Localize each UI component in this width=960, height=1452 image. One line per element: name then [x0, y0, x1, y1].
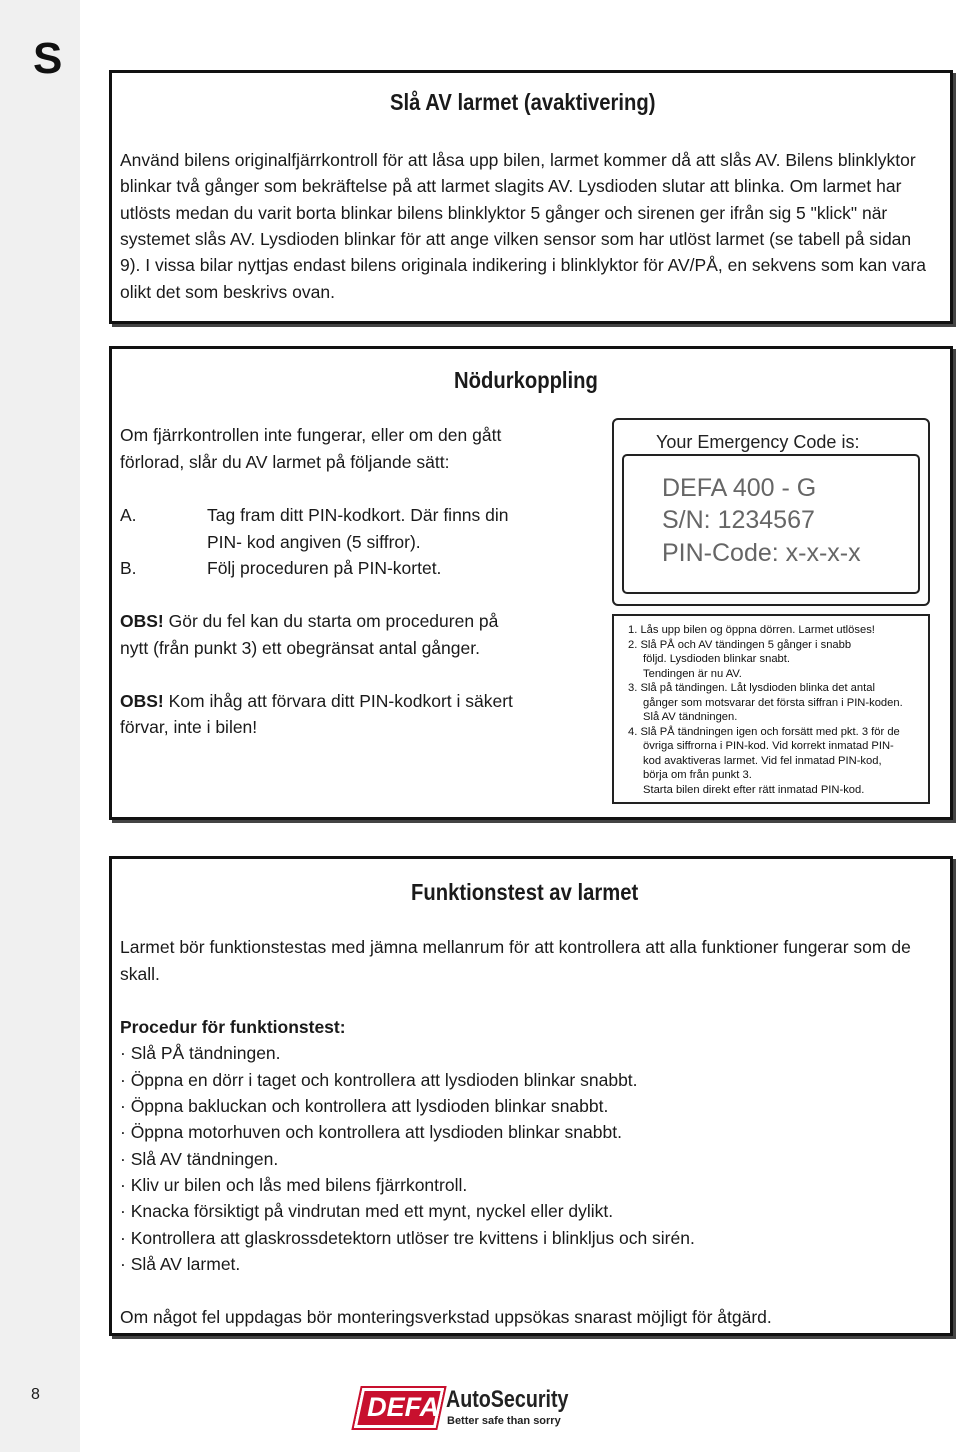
paragraph-line: systemet slås AV. Lysdioden blinkar för att ange vilken sensor som har utlöst larmet (se tabell på sidan — [120, 229, 912, 249]
procedure-line: Tendingen är nu AV. — [643, 668, 742, 680]
card-code-line: DEFA 400 - G — [662, 474, 817, 502]
language-marker: S — [33, 34, 63, 83]
card-code-frame — [622, 454, 920, 594]
card-code-line: PIN-Code: x-x-x-x — [662, 539, 861, 567]
procedure-item: · Kontrollera att glaskrossdetektorn utlöser tre kvittens i blinkljus och sirén. — [120, 1228, 695, 1248]
section-title: Slå AV larmet (avaktivering) — [390, 89, 656, 115]
card-code-line: S/N: 1234567 — [662, 506, 815, 534]
obs-label: OBS! — [120, 691, 164, 711]
obs-text: nytt (från punkt 3) ett obegränsat antal gånger. — [120, 638, 480, 658]
procedure-line: gånger som motsvarar det första siffran i PIN-koden. — [643, 697, 903, 709]
obs-note — [120, 691, 513, 712]
procedure-line: 2. Slå PÅ och AV tändingen 5 gånger i snabb — [628, 639, 852, 651]
deactivate-alarm-section — [109, 70, 953, 324]
page-sidebar — [0, 0, 80, 1452]
pin-procedure-card — [612, 614, 930, 804]
procedure-line: 3. Slå på tändingen. Låt lysdioden blinka det antal — [628, 682, 875, 694]
intro-line: förlorad, slår du AV larmet på följande sätt: — [120, 452, 450, 472]
emergency-code-card — [612, 418, 930, 606]
procedure-item: · Slå AV tändningen. — [120, 1149, 279, 1169]
procedure-item: · Öppna bakluckan och kontrollera att lysdioden blinkar snabbt. — [120, 1096, 609, 1116]
paragraph-line: Använd bilens originalfjärrkontroll för att låsa upp bilen, larmet kommer då att slås AV. Bilens blinklyktor — [120, 150, 916, 170]
procedure-item: · Knacka försiktigt på vindrutan med ett mynt, nyckel eller dylikt. — [120, 1201, 614, 1221]
autosecurity-wordmark: AutoSecurity — [446, 1386, 569, 1413]
obs-text: förvar, inte i bilen! — [120, 717, 258, 737]
paragraph-line: olikt det som beskrivs ovan. — [120, 282, 335, 302]
obs-text: Kom ihåg att förvara ditt PIN-kodkort i säkert — [163, 691, 513, 711]
logo-tagline: Better safe than sorry — [447, 1415, 561, 1427]
procedure-title: Procedur för funktionstest: — [120, 1017, 346, 1037]
procedure-line: Slå AV tändningen. — [643, 711, 738, 723]
procedure-item: · Öppna en dörr i taget och kontrollera att lysdioden blinkar snabbt. — [120, 1070, 638, 1090]
defa-wordmark: DEFA — [367, 1392, 440, 1422]
paragraph-line: 9). I vissa bilar nyttjas endast bilens originala indikering i blinklyktor för AV/PÅ, en sekvens som kan vara — [120, 255, 927, 275]
section-title: Funktionstest av larmet — [411, 879, 639, 905]
step-b-text: Följ proceduren på PIN-kortet. — [207, 558, 442, 578]
page-number: 8 — [31, 1386, 40, 1403]
procedure-line: 4. Slå PÅ tändningen igen och forsätt med pkt. 3 för de — [628, 726, 900, 738]
step-a-text: PIN- kod angiven (5 siffror). — [207, 532, 421, 552]
step-label: A. — [120, 505, 137, 525]
intro-line: Om fjärrkontrollen inte fungerar, eller om den gått — [120, 425, 502, 445]
obs-note — [120, 611, 498, 632]
obs-label: OBS! — [120, 611, 164, 631]
procedure-item: · Öppna motorhuven och kontrollera att lysdioden blinkar snabbt. — [120, 1122, 622, 1142]
defa-autosecurity-logo — [358, 1386, 590, 1432]
procedure-line: börja om från punkt 3. — [643, 769, 752, 781]
section-title: Nödurkoppling — [454, 367, 598, 393]
defa-logo-badge — [354, 1388, 445, 1428]
paragraph-line: utlösts medan du varit borta blinkar bilens blinklyktor 5 gånger och sirenen ger ifrån sig 5 "klick" när — [120, 203, 888, 223]
footer-note: Om något fel uppdagas bör monteringsverkstad uppsökas snarast möjligt för åtgärd. — [120, 1307, 772, 1327]
obs-text: Gör du fel kan du starta om proceduren på — [163, 611, 499, 631]
card-heading: Your Emergency Code is: — [656, 432, 860, 452]
procedure-line: följd. Lysdioden blinkar snabt. — [643, 653, 790, 665]
procedure-line: 1. Lås upp bilen og öppna dörren. Larmet utlöses! — [628, 624, 875, 636]
procedure-item: · Slå PÅ tändningen. — [120, 1043, 281, 1063]
procedure-item: · Kliv ur bilen och lås med bilens fjärrkontroll. — [120, 1175, 468, 1195]
intro-line: skall. — [120, 964, 160, 984]
procedure-item: · Slå AV larmet. — [120, 1254, 241, 1274]
procedure-line: övriga siffrorna i PIN-kod. Vid korrekt inmatad PIN- — [643, 740, 894, 752]
paragraph-line: blinkar två gånger som bekräftelse på att larmet slagits AV. Lysdioden slutar att blinka. Om larmet har — [120, 176, 902, 196]
procedure-line: Starta bilen direkt efter rätt inmatad PIN-kod. — [643, 784, 865, 796]
procedure-line: kod avaktiveras larmet. Vid fel inmatad PIN-kod, — [643, 755, 882, 767]
intro-line: Larmet bör funktionstestas med jämna mellanrum för att kontrollera att alla funktioner fungerar som de — [120, 937, 911, 957]
function-test-section — [109, 856, 953, 1336]
step-label: B. — [120, 558, 137, 578]
step-a-text: Tag fram ditt PIN-kodkort. Där finns din — [207, 505, 509, 525]
